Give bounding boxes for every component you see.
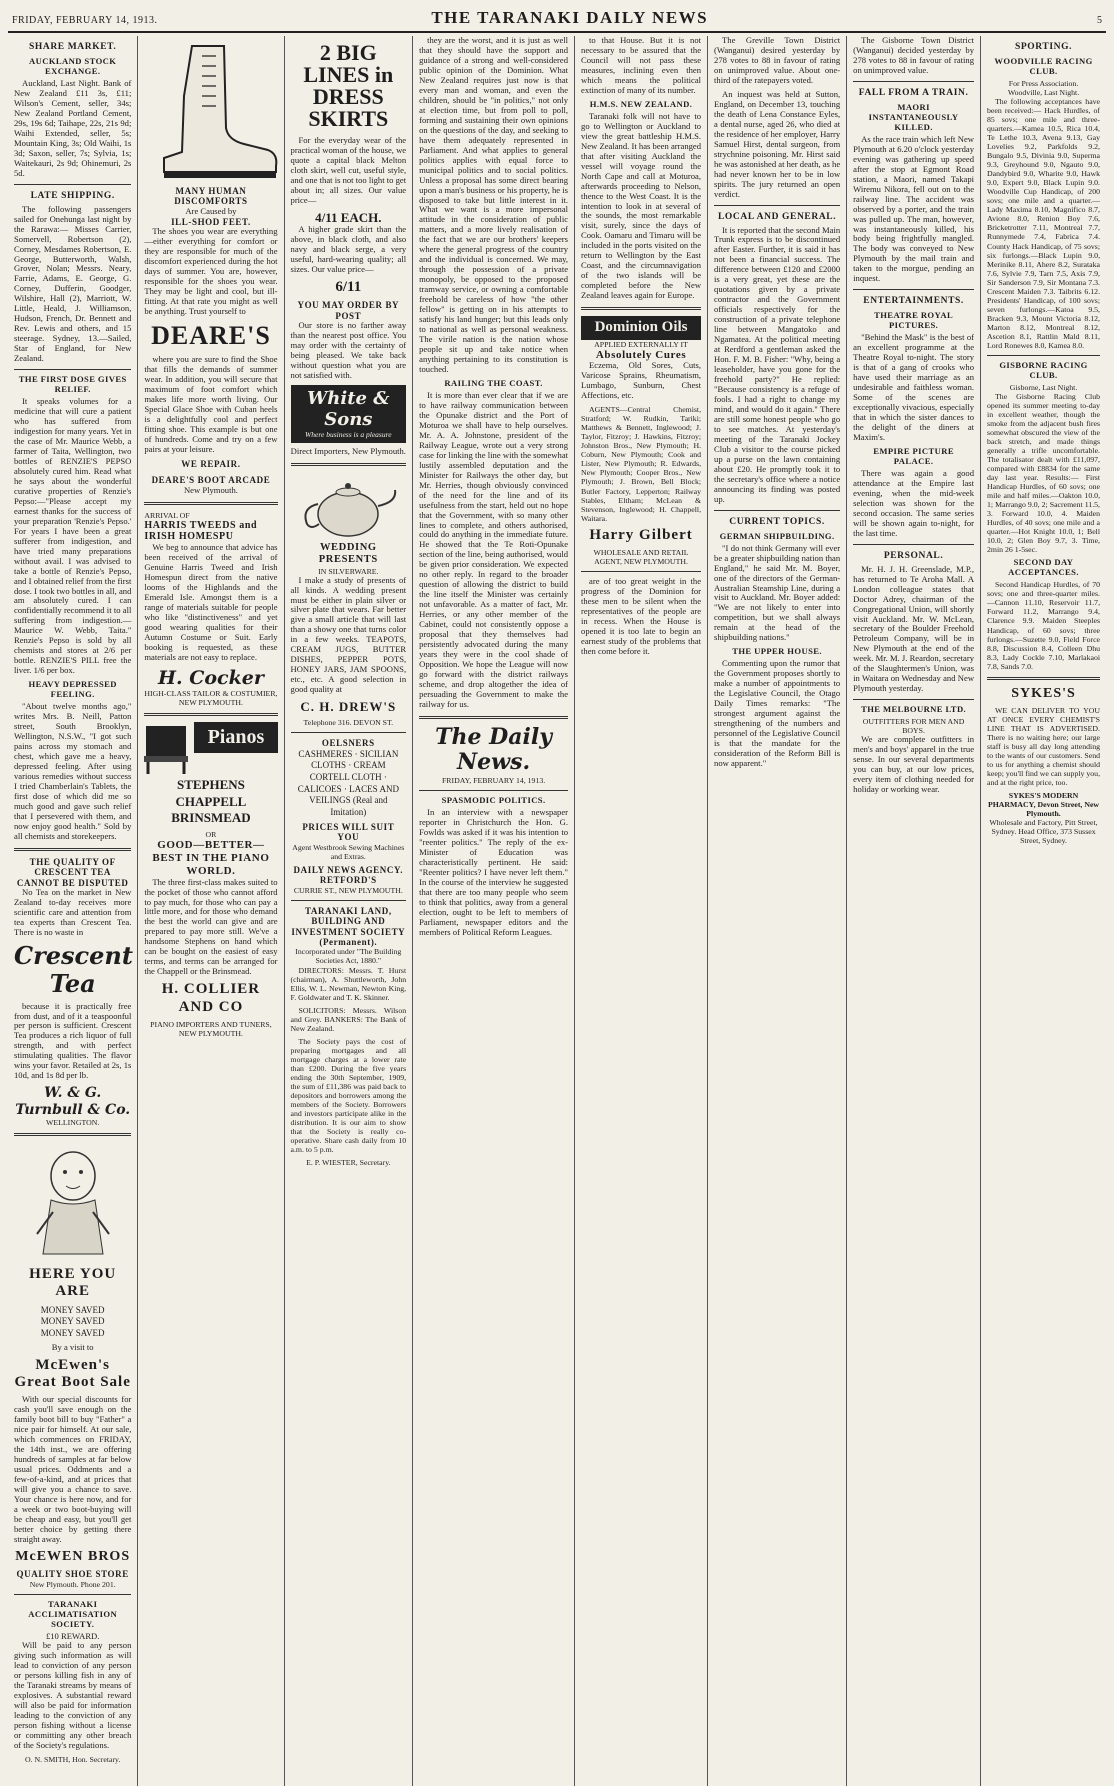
theatre-royal-heading: THEATRE ROYAL PICTURES. [874,310,954,331]
mcewen-address: New Plymouth. Phone 201. [29,1579,116,1589]
visit-line: By a visit to [51,1341,94,1352]
masthead [8,6,1106,33]
column-8 [981,36,1106,1786]
share-market-text: Auckland, Last Night. Bank of New Zealand £11 3s, £11; Wilson's Cement, seller, 34s; New Zealand Portland Cement, 29s, 19s 6d; Taihape, 22s, 21s 9d; Waihi Extended, seller, 5s; Mountain King, 3s; Old Waihi, 1s 3d; Saxon, seller, 7s; Sylvia, 1s; Waitekauri, 2s 9d; Ohinemuri, 2s 5d. [14,77,132,178]
heavy-feeling-heading: HEAVY DEPRESSED FEELING. [28,679,117,700]
railing-coast-text: It is more than ever clear that if we are to have railway communication between the Opunake district and the Port of Moturoa we shall have to help ourselves. Mr. A. A. Johnstone, president of the Railway League, wrote out a very strong case for linking the line with the somewhat lustily assembled deputation and the Minister for Railways the other day, but Mr. Herries, though obviously convinced of the need for the line and of its usefulness from the start, held out no hope that the Government, with so many other lines to complete, and others authorised, could do anything in the immediate future. He showed that the Te Roti-Opunake section of the line, being authorised, would be given prior consideration. We expected no other reply. In regard to the broader question of allowing the district to build the line itself the Minister was certainly not unfavorable. As a matter of fact, Mr. Herries, or any other member of the Cabinet, could not consistently oppose a proposal that they themselves had persistently advocated during the many years they were in the cool shade of Opposition. We hope the League will now go forward with the district railways scheme, and drop altogether the idea of persuading the Government to make the railway for us. [419,389,569,709]
wedding-presents: WEDDING PRESENTS [318,542,378,566]
gilbert-sub: WHOLESALE AND RETAIL AGENT, NEW PLYMOUTH. [593,548,689,567]
melbourne-sub: OUTFITTERS FOR MEN AND BOYS. [862,717,965,736]
col6-text-1: The Greville Town District (Wanganui) desired yesterday by 278 votes to 88 in favour of rating on unimproved value. About one-third of the ratepayers voted. [714,36,841,85]
late-shipping-heading: LATE SHIPPING. [30,190,115,201]
deares-town: New Plymouth. [183,484,238,495]
absolutely-cures: Absolutely Cures [595,348,687,361]
piano-or: OR [205,830,217,840]
stock-exchange-subheading: AUCKLAND STOCK EXCHANGE. [29,56,117,76]
arrival-of: ARRIVAL OF [144,510,190,520]
theatre-royal-text: "Behind the Mask" is the best of an excellent programme at the Theatre Royal to-night. The story is that of a gang of crooks who have used their marriage as an undesirable and faithless woman. Some of the scenes are exceptionally vivacious, especially that in which the sister dances to the delight of the diners at Maxim's. [853,332,975,442]
second-day-heading: SECOND DAY ACCEPTANCES. [1008,557,1079,578]
mcewen-bros: McEWEN BROS [15,1548,131,1564]
sykes-heading: SYKES'S [1011,685,1076,701]
woodville-dateline: Woodville, Last Night. [1007,87,1080,97]
collier-sub: PIANO IMPORTERS AND TUNERS, NEW PLYMOUTH. [150,1020,272,1039]
harris-tweeds-text: We beg to announce that advice has been received of the arrival of Genuine Harris Tweed and Irish Homespun direct from the native looms of the Highlands and the Emerald Isle. Amongst them is a range of materials suitable for people who like "distinctiveness" and yet good wearing qualities for their Autumn Costume or Suit. Early booking is requested, as these materials are not easy to replace. [144,541,278,662]
dominion-agents: AGENTS—Central Chemist, Stratford; W. Rudkin, Tariki; Matthews & Bennett, Inglewood; J. Taylor, Fitzroy; J. Hawkins, Fitzroy; Johnston Bros., New Plymouth; H. Coburn, New Plymouth; Cook and Lister, New Plymouth; R. Edwards, New Plymouth; Cooper Bros., New Plymouth; J. Brown, Bell Block; Butler Factory, Lepperton; Railway Stables, Eltham; McLean & Stevenson, Inglewood; H. Chappell, Waitara. [581,405,702,523]
fall-train-heading: FALL FROM A TRAIN. [858,87,969,98]
skirts-text-1: For the everyday wear of the practical woman of the house, we quote a capital black Melton cloth skirt, well cut, useful style, and one that is not too light to get about in; all sizes. Our value price— [290,135,407,205]
hms-heading: H.M.S. NEW ZEALAND. [589,98,693,109]
dress-skirts-headline: 2 BIG LINES in DRESS SKIRTS [303,40,394,131]
gisborne-text: The Gisborne Racing Club opened its summer meeting to-day in excellent weather, though the smoke from the adjacent bush fires somewhat obscured the view of the back stretch, and made things generally a trifle uncomfortable. The totalisator dealt with £11,097, compared with £8834 for the same day last year. Results:— First Handicap Hurdles, of 60 sovs; one mile and half miles.—Oakton 10.0, 1; Marrango 9.0, 2; Sacrement 11.5, 3. Forward 10.0, 4. Maiden Hurdles, of 40 sovs; one mile and a quarter.—Hot Knight 10.0, 1; Bell 10.0, 2; Glen Boy 9.7, 3. Time, 2min 26 1-5sec. [987,391,1101,555]
land-building-society: TARANAKI LAND, BUILDING AND INVESTMENT SOCIETY (Permanent). [291,905,406,948]
piano-good-better-best: GOOD—BETTER—BEST IN THE PIANO WORLD. [152,839,270,877]
crescent-tea-logo: Crescent Tea [14,940,133,998]
first-dose-text: It speaks volumes for a medicine that will cure a patient who has suffered from indigestion for many years. Yet in the case of Mr. Maurice Webb, a farmer of Taita, Wellington, two bottles of RENZIE'S PEPSO absolutely cured him. Read what he says about the wonderful curative properties of Renzie's Pepso:—"Please accept my earnest thanks for the success of your preparation 'Renzie's Pepso.' For years I have been a great sufferer from indigestion, and have tried many preparations without avail. I was advised to take a bottle of Renzie's Pepso, and I obtained relief from the first dose. I took two bottles in all, and am absolutely cured. I can confidentially recommend it to all suffering from indigestion.—Maurice W. Webb, Taita." Renzie's Pepso is sold by all chemists and stores at 2/6 per bottle. RENZIE'S PILL free the liver. 1/6 per box. [14,396,132,676]
hms-text: Taranaki folk will not have to go to Wellington or Auckland to view the great battleship H.M.S. New Zealand. It has been arranged that after visiting Auckland the vessel will voyage round the North Cape and call at Moturoa, afterwards proceeding to Nelson, thence to the West Coast. It is the intention to look in at several of the sounds, the most remarkable visit, surely, since the days of Cook. Oamaru and Timaru will be included in the ports visited on the return to Wellington by the East Coast, and the circumnavigation of the two islands will be completed before the New Zealand leaves again for Europe. [581,110,702,301]
society-incorporated: Incorporated under "The Building Societies Act, 1880." [295,947,402,966]
boot-sale-title: McEwen's Great Boot Sale [14,1356,131,1390]
order-text: Our store is no farther away than the nearest post office. You may order with the certainty of being pleased. We take back without question what you are not satisfied with. [290,319,407,380]
society-solicitors: SOLICITORS: Messrs. Wilson and Grey. BANKERS: The Bank of New Zealand. [290,1005,407,1033]
acclimatisation-reward: £10 REWARD. [45,1630,100,1641]
fall-train-sub: MAORI INSTANTANEOUSLY KILLED. [868,101,959,132]
local-general-text: It is reported that the second Main Trunk express is to be discontinued after Easter. Further, it is said it has not been a financial success. The difference between £120 and £2000 is a very great, yet these are the quotations given by a private contractor and the Government officials respectively for the construction of a private telephone line between Mangatoko and Ngamatea. At the political meeting at Rerdford a gentleman asked the Hon. F. M. B. Fisher: "Why, being a leaseholder, have you gone for the freehold party?" He replied: "Because consistency is a refuge of fools. I had a right to change my mind, and would do it again." There are still some honest people who go to see matches. At yesterday's meeting of the Taranaki Jockey Club a visitor to the course picked up a purse on the lawn containing about £20. He promptly took it to the secretary's office where a notice announcing its finding was posted up. [714,224,841,504]
we-repair: WE REPAIR. [181,458,241,469]
column-2 [138,36,284,1786]
acclimatisation-heading: TARANAKI ACCLIMATISATION SOCIETY. [28,1598,118,1629]
daily-news-agency: DAILY NEWS AGENCY. [293,864,404,875]
money-saved-2: MONEY SAVED [40,1316,105,1327]
clothes-list: CASHMERES · SICILIAN CLOTHS · CREAM CORTELL CLOTH · CALICOES · LACES AND VEILINGS (Real and Imitation) [297,748,399,818]
society-directors: DIRECTORS: Messrs. T. Hurst (chairman), A. Shuttleworth, John Ellis, W. L. Newman, Newton King, F. Goldwater and T. K. Skinner. [290,965,407,1002]
boot-sale-text: With our special discounts for cash you'll save enough on the family boot bill to buy "Father" a nice pair for himself. At our sale, which commences on FRIDAY, the 14th inst., we are offering hundreds of samples at far below usual prices. Oddments and a few-of-a-kind, and at prices that will give you a chance to save. Your chance is here now, and for a week or two boot-buying will be cheap and easy, but you'll get better choice by getting there straight away. [14,1394,132,1544]
pianos-ad [144,722,277,774]
empire-heading: EMPIRE PICTURE PALACE. [873,445,954,466]
spasmodic-politics-heading: SPASMODIC POLITICS. [441,794,546,805]
money-saved-3: MONEY SAVED [40,1327,105,1338]
col5-continued: to that House. But it is not necessary to be assured that the Council will not pass these measures, inclining even then which means the political extinction of many of its number. [581,36,702,95]
first-dose-heading: THE FIRST DOSE GIVES RELIEF. [18,374,127,395]
white-sons-logo [291,385,407,443]
crescent-text-2: because it is practically free from dust, and of it a teaspoonful per person is sufficient. Crescent Tea produces a rich liquor of full strength, and with perfect stimulating qualities. The flavor wins your favor. Retailed at 2s, 1s 10d, and 1s 8d per lb. [14,1000,132,1081]
piano-makers: STEPHENS CHAPPELL BRINSMEAD [171,776,251,826]
harry-gilbert: Harry Gilbert [589,526,693,543]
column-1 [8,36,138,1786]
fall-train-text: As the race train which left New Plymouth at 6.20 o'clock yesterday evening was gathering up speed after the stop at Egmont Road station, a Maori, named Takapi Wiremu Nikora, fell out on to the railway line. The accident was observed by a porter, and the train was pulled up. The man, however, was instantaneously killed, his body being frightfully mangled. The body was conveyed to New Plymouth by the mail train and taken to the morgue, pending an inquest. [853,133,975,284]
newspaper-title: THE TARANAKI DAILY NEWS [431,8,709,27]
cocker-sub: HIGH-CLASS TAILOR & COSTUMIER, NEW PLYMOUTH. [144,688,278,707]
crescent-text: No Tea on the market in New Zealand to-day receives more scientific care and attention from tea experts than Crescent Tea. There is no waste in [14,887,132,937]
piano-text: The three first-class makes suited to the pocket of those who cannot afford to pay much, for those who can pay a little more, and for those who demand the best the world can give and are prepared to pay more still. We've a handsome Stephens on hand which can be bought on the easiest of easy terms, and terms can be arranged for the Chappell or the Brinsmead. [144,876,278,977]
column-6 [708,36,847,1786]
order-by-post: YOU MAY ORDER BY POST [297,300,400,321]
white-sons-sub: Direct Importers, New Plymouth. [290,446,406,457]
white-sons-name: White & Sons [307,387,390,430]
prices-suit: PRICES WILL SUIT YOU [302,821,395,843]
skirts-price-2: 6/11 [335,278,362,295]
drews-address: Telephone 316. DEVON ST. [303,718,394,728]
collier-name: H. COLLIER AND CO [161,981,261,1015]
retfords-address: CURRIE ST., NEW PLYMOUTH. [293,885,403,895]
sykes-text: WE CAN DELIVER TO YOU AT ONCE EVERY CHEMIST'S LINE THAT IS ADVERTISED. There is no waiting here; our large staff is busy all day long attending to the wants of our customers. Send to us for anything a chemist should keep; you'll find we can supply you, and at the right price, too. [987,705,1101,788]
personal-text: Mr. H. J. H. Greenslade, M.P., has returned to Te Aroha Mall. A London colleague states that Doctor Adrey, chairman of the Congregational Union, will shortly visit Auckland. Mr. W. McLean, secretary of the Boulder Freehold Petroleum Company, will be in New Plymouth at the end of the week. Mr. M. J. Reardon, secretary of the Slaughtermen's Union, was in Waitara on Wednesday and New Plymouth yesterday. [853,563,975,694]
column-5 [575,36,708,1786]
turnbull-name: W. & G. Turnbull & Co. [15,1085,131,1118]
late-shipping-text: The following passengers sailed for Onehunga last night by the Rarawa:— Misses Carrier, Somervell, Robertson (2), Corney, Mesdames Robertson, E. George, Butterworth, Walsh, Grover, Nolan; Messrs. Neary, Farrie, Adams, E. George, G. Corney, Dufferin, Goodger, Wilshire, Hall (2), Marriott, W. Little, Heald, J. Williamson, Hudson, French, Dr. Bennett and Rev. Lewis and others, and 15 steerage. Sydney, 13.—Sailed, Star of England, for New Zealand. [14,203,132,364]
spasmodic-politics-text: In an interview with a newspaper reporter in Christchurch the Hon. G. Fowlds was asked if it was his intention to "reenter politics." The reply of the ex-Minister of Education was characteristically pertinent. He said: "Reenter politics? I have never left them." In the course of the interview he suggested that there are too many people who seem to think that politics, away from a general election, ought to be left to members of Parliament, newspaper editors and the members of Political Reform Leagues. [419,806,569,937]
quality-shoe-store: QUALITY SHOE STORE [16,1569,129,1580]
upper-house-text: Commenting upon the rumor that the Government proposes shortly to make a number of appointments to the Legislative Council, the Otago Daily Times remarks: "The strongest argument against the strengthening of the numbers and personnel of the Legislative Council is that the mandate for the consideration of the Reform Bill is now apparent." [714,658,841,768]
woodville-sub: For Press Association. [1008,78,1079,88]
column-3 [285,36,414,1786]
turnbull-city: WELLINGTON. [46,1117,100,1127]
retfords: RETFORD'S [319,875,377,886]
society-secretary: E. P. WIESTER, Secretary. [306,1158,391,1168]
dominion-applied: APPLIED EXTERNALLY IT [594,339,688,349]
melbourne-text: We are complete outfitters in men's and boys' apparel in the true sense. In our several departments you can buy, at our low prices, every item of clothing needed for holiday or working wear. [853,734,975,795]
cocker-name: H. Cocker [158,666,264,689]
german-shipbuilding-text: "I do not think Germany will ever be a greater shipbuilding nation than England," he said Mr. M. Boyer, one of the directors of the German-Australian Steamship Line, during a visit to Auckland. Mr. Boyer added: "We are not likely to enter into competition, but we shall always remain at the head of the shipbuilding nations." [714,542,841,643]
sykes-pharmacy: SYKES'S MODERN PHARMACY, Devon Street, New Plymouth. [987,791,1100,819]
acclimatisation-text: Will be paid to any person giving such information as will lead to conviction of any person or persons killing fish in any of the Taranaki streams by means of explosives. A substantial reward will also be paid for information leading to the conviction of any person fishing without a license or committing any other breach of the Society's regulations. [14,1640,132,1751]
piano-icon [144,722,188,774]
dominion-oils-logo: Dominion Oils [581,316,701,339]
sykes-address: Wholesale and Factory, Pitt Street, Sydney. Head Office, 373 Sussex Street, Sydney. [989,818,1098,846]
sewing-agent: Agent Westbrook Sewing Machines and Extras. [292,842,405,861]
gisborne-heading: GISBORNE RACING CLUB. [999,359,1088,380]
ill-shod-feet: ILL-SHOD FEET. [171,216,251,227]
daily-news-date: FRIDAY, FEBRUARY 14, 1913. [441,775,546,785]
oelsners: OELSNERS [321,738,375,749]
baby-illustration [23,1142,123,1262]
col6-text-2: An inquest was held at Sutton, England, on December 13, touching the death of Lena Constance Eyles, a dental nurse, aged 26, who died at the residence of her employer, Harry Samuel Hirst, dental surgeon, from strychnine poisoning. Mr. Hirst said he was astonished at her death, as he had never known her to be in low spirits. The jury returned an open verdict. [714,88,841,199]
local-general-heading: LOCAL AND GENERAL. [717,211,837,222]
entertainments-heading: ENTERTAINMENTS. [863,296,964,307]
money-saved-1: MONEY SAVED [40,1304,105,1315]
harris-tweeds-heading: HARRIS TWEEDS and IRISH HOMESPU [144,519,258,543]
daily-news-nameplate: The Daily News. [435,723,552,776]
german-shipbuilding-heading: GERMAN SHIPBUILDING. [719,530,835,541]
crescent-quality-line: THE QUALITY OF CRESCENT TEA [29,856,116,878]
deares-arcade: DEARE'S BOOT ARCADE [151,475,271,486]
col7-text-1: The Gisborne Town District (Wanganui) decided yesterday by 278 votes to 88 in favour of rating on unimproved value. [853,36,975,75]
caused-by: Are Caused by [185,205,237,216]
share-market-heading: SHARE MARKET. [29,42,117,52]
dominion-text: Eczema, Old Sores, Cuts, Varicose Sprains, Rheumatism, Lumbago, Sunburn, Chest Affections, etc. [581,360,702,401]
boot-illustration [144,36,284,186]
spasmodic-continued: are of too great weight in the progress of the Dominion for these men to be silent when the representatives of the people are in recess. When the House is opened it is too late to begin an earnest study of the problems that then come before it. [581,576,702,656]
melbourne-heading: THE MELBOURNE LTD. [861,704,967,715]
crescent-disputed-line: CANNOT BE DISPUTED [16,877,129,888]
editorial-continued: they are the worst, and it is just as well that they should have the support and guidance of a strong and well-considered public opinion of the Dominion. What New Zealand requires just now is that every man and woman, and even the children, should be "in politics," not only at election time, but from poll to poll, forming and sustaining their own opinions on the questions of the day, and seeking to have them adequately represented in Parliament. And what applies to general politics applies with equal force to municipal politics and to social politics. Unless a proposal has some direct bearing upon a man's business or his property, he is disposed to take but little interest in it. What we want is a more impersonal attitude in the consideration of public matters, and a more lively realisation of the fact that we are our brothers' keepers where the general progress of the country and the individual is concerned. We may, through the possession of a private monopoly, be opposed to the proposed tramway service, or owning a comfortable freehold be careless of how "the other fellow" is getting on in his attempts to satisfy his land hunger; but this leads only to national as well as personal weakness. The virile nation is the nation whose people sit up and take notice when anything pertaining to its constitution is touched. [419,36,569,374]
teapot-illustration [293,472,403,542]
gisborne-dateline: Gisborne, Last Night. [1009,382,1078,392]
drews-name: C. H. DREW'S [300,699,397,715]
wedding-text: I make a study of presents of all kinds. A wedding present must be either in plain silver or silver plate that wears. Far better give a small article that will last than a showy one that turns color in a few weeks. TEAPOTS, CREAM JUGS, BUTTER DISHES, PEPPER POTS, HONEY JARS, JAM SPOONS, etc., etc. A good selection in good quality at [290,574,407,695]
pianos-logo: Pianos [194,722,277,753]
wedding-sub: IN SILVERWARE. [318,566,379,576]
skirts-price-1: 4/11 EACH. [315,209,382,225]
columns [8,36,1106,1786]
page-number: 5 [1096,15,1102,26]
current-topics-heading: CURRENT TOPICS. [729,516,825,527]
society-text: The Society pays the cost of preparing mortgages and all mortgage charges at a lower rate than £200. During the five years ending the 30th September, 1909, the sum of £11,386 was paid back to depositors and borrowers among the members of the Society. Borrowers and investors participate alike in the distribution. It is our aim to show that the Society is really co-operative. Share cash daily from 10 a.m. to 5 p.m. [290,1036,407,1155]
white-sons-slogan: Where business is a pleasure [305,429,392,439]
skirts-text-2: A higher grade skirt than the above, in black cloth, and also navy and black serge, a very useful, hard-wearing quality; all sizes. Our value price— [290,223,407,274]
empire-text: There was again a good attendance at the Empire last evening, when the mid-week selection was shown for the second occasion. The same series will be shown again to-night, for the last time. [853,467,975,538]
heavy-feeling-text: "About twelve months ago," writes Mrs. B. Neill, Patton street, South Brooklyn, Wellington, N.S.W., "I got such pains across my stomach and chest, which gave me a heavy, depressed feeling. After using various remedies without success I tried Chamberlain's Tablets, the first dose of which did me so much good and gave such relief that I persevered with them, and now enjoy good health." Sold by all chemists and storekeepers. [14,701,132,841]
column-7 [847,36,981,1786]
sporting-heading: SPORTING. [1014,42,1073,52]
personal-heading: PERSONAL. [883,550,944,561]
woodville-heading: WOODVILLE RACING CLUB. [994,56,1093,76]
acclimatisation-signature: O. N. SMITH, Hon. Secretary. [24,1755,121,1765]
deares-text: where you are sure to find the Shoe that fills the demands of summer wear. In addition, you will secure that maximum of foot comfort which makes life more worth living. Our Special Glace Shoe with Cuban heels is a delightfully cool and perfect fitting shoe. This example is but one of hundreds. Come and try on a few pairs at your leisure. [144,354,278,454]
deares-logo: DEARE'S [151,321,271,350]
here-you-are-heading: HERE YOU ARE [29,1265,117,1300]
issue-date: FRIDAY, FEBRUARY 14, 1913. [12,15,158,26]
railing-coast-heading: RAILING THE COAST. [444,377,543,388]
discomforts-heading: MANY HUMAN DISCOMFORTS [174,186,248,207]
column-4 [413,36,575,1786]
second-day-text: Second Handicap Hurdles, of 70 sovs; one and three-quarter miles.—Cannon 11.10, Reservoir 11.7, Forward 11.2, Marrango 9.4, Clarence 9.9. Maiden Steeples Handicap, of 60 sovs; three furlongs.—Suzette 9.0, Field Force 8.8, Discussion 8.4, Colleen Dhu 8.3, Lady Cockle 7.10, Marlakaoi 7.8, Sands 7.0. [987,580,1101,671]
woodville-text: The following acceptances have been received:— Hack Hurdles, of 85 sovs; one mile and three-quarters.—Kamea 10.5, Rica 10.4, Te Lethe 10.3, Avena 9.13, Gay Lovelies 9.2, Parkfolds 9.2, Bungalo 9.5, Divinia 9.0, Superma 9.3, Greyhound 9.0, Ngauto 9.0, Dandybird 9.0, Wharite 9.0, Hawk 9.0, Expert 9.0, Black Lupin 9.0. Woodville Cup Handicap, of 200 sovs; one mile and a quarter.—Lady Maxima 8.10, Magnifico 8.7, Avione 8.0, Renion Boy 7.6, Bricketrotter 7.11, Montreal 7.7, Runnymede 7.4, Fabrica 7.4. County Hack Handicap, of 75 sovs; six furlongs.—Black Lupin 9.0, Merinike 8.11, Ahere 8.2, Surataka 7.6, Sylvie 7.9, Tarn 7.5, Axis 7.9, Sir Sanderson 7.9, Sir Montana 7.3. Crescent Maiden 7.3. Taibrits 6.12. Presidents' Handicap, of 100 sovs; seven furlongs.—Katoa 9.5, Bracken 9.3, Mount Victoria 8.12, Marton 8.12, Montreal 8.12, Ascetion 8.1, Rattlin Mald 8.11, Lord Ronewes 8.0, Kamea 8.0. [987,97,1101,350]
discomforts-text: The shoes you wear are everything—either everything for comfort or they are responsible for much of the discomfort experienced during the hot days of summer. You are, however, responsible for the shoes you wear. They may be light and cool, but ill-fitting. At that rate you might as well be anything. Trust yourself to [144,226,278,317]
upper-house-heading: THE UPPER HOUSE. [732,646,822,657]
